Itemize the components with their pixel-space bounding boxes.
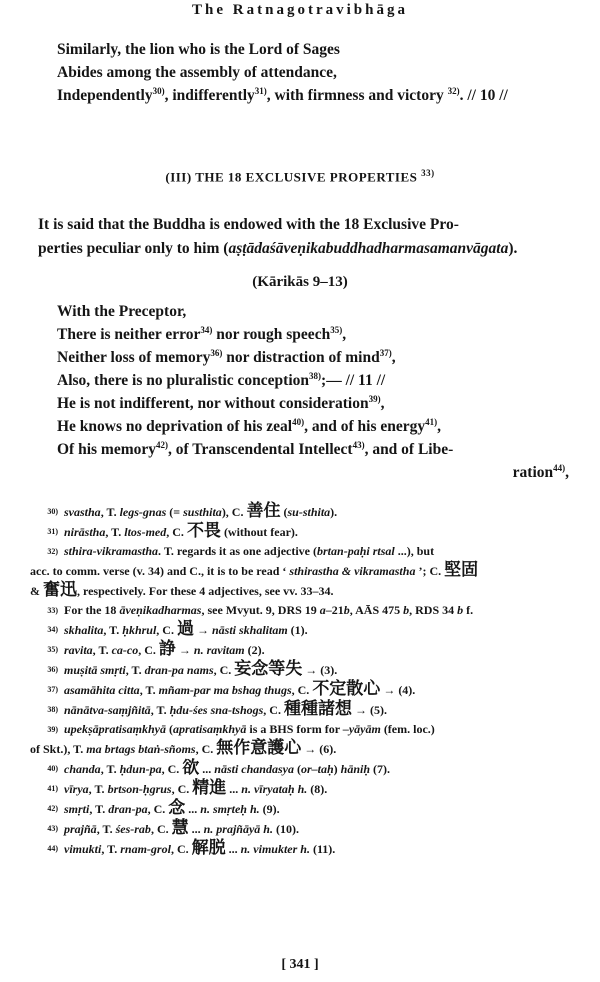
verse-line: With the Preceptor, [57, 303, 187, 320]
page-number: [ 341 ] [281, 957, 319, 972]
footnote-32: 32) sthira-vikramastha. T. regards it as one adjective (brtan-paḥi rtsal ...), but [47, 544, 435, 558]
verse-line: Similarly, the lion who is the Lord of Sages [57, 41, 340, 58]
footnote-35: 35) ravita, T. ca-co, C. 諍 → n. ravitam (2). [47, 639, 265, 659]
footnote-40: 40) chanda, T. ḥdun-pa, C. 欲 ... nāsti chandasya (or–taḥ) hāniḥ (7). [47, 758, 391, 778]
verse-10 [57, 38, 597, 107]
verse-line: He is not indifferent, nor without consideration$^{39)}$, [57, 393, 385, 412]
footnote-33: 33) For the 18 āveṇikadharmas, see Mvyut. 9, DRS 19 a–21b, AĀS 475 b, RDS 34 b f. [47, 603, 474, 617]
footnote-ref: 31) [254, 85, 267, 96]
verse-line: He knows no deprivation of his zeal$^{40)}$, and of his energy$^{41)}$, [57, 416, 441, 435]
verse-line: Also, there is no pluralistic conception$^{38)}$;— // 11 // [57, 370, 386, 389]
running-header: The Ratnagotravibhāga [192, 2, 408, 18]
footnote-32-continued: & 奮迅, respectively. For these 4 adjectives, see vv. 33–34. [30, 580, 334, 600]
verse-line: Abides among the assembly of attendance, [57, 64, 337, 81]
verse-line: Of his memory$^{42)}$, of Transcendental Intellect$^{43)}$, and of Libe- [57, 439, 454, 458]
footnote-41: 41) vīrya, T. brtson-ḥgrus, C. 精進 ... n. vīryataḥ h. (8). [47, 778, 328, 798]
verse-line: Independently$^{30)}$, indifferently$^{31)}$, with firmness and victory $^{32)}$. // 10 // [57, 85, 508, 104]
footnote-42: 42) smṛti, T. dran-pa, C. 念 ... n. smṛteḥ h. (9). [47, 798, 280, 818]
verse-11-13 [57, 300, 597, 484]
footnote-ref: 33) [421, 168, 435, 178]
footnote-ref: 32) [447, 85, 460, 96]
footnote-32-continued: acc. to comm. verse (v. 34) and C., it is to be read ‘ sthirastha & vikramastha ’; C. 堅固 [30, 560, 479, 580]
footnote-ref: 30) [152, 85, 165, 96]
intro-paragraph: It is said that the Buddha is endowed with the 18 Exclusive Pro- perties peculiar only to him (aṣṭādaśāveṇikabuddhadharmasamanvāgata). [38, 216, 518, 257]
verse-line: There is neither error$^{34)}$ nor rough speech$^{35)}$, [57, 324, 347, 343]
footnote-43: 43) prajñā, T. śes-rab, C. 慧 ... n. prajñāyā h. (10). [47, 818, 299, 838]
footnote-44: 44) vimukti, T. rnam-grol, C. 解脱 ... n. vimukter h. (11). [47, 838, 336, 858]
footnote-34: 34) skhalita, T. ḥkhrul, C. 過 → nāsti skhalitam (1). [47, 619, 308, 639]
footnote-37: 37) asamāhita citta, T. mñam-par ma bshag thugs, C. 不定散心 → (4). [47, 679, 416, 699]
karika-label: (Kārikās 9–13) [252, 274, 348, 290]
footnote-31: 31) nirāstha, T. ltos-med, C. 不畏 (without fear). [47, 521, 298, 541]
footnote-38: 38) nānātva-saṃjñitā, T. ḥdu-śes sna-tshogs, C. 種種諸想 → (5). [47, 699, 387, 719]
section-heading: (III) THE 18 EXCLUSIVE PROPERTIES $^{33)}$ [165, 168, 435, 185]
footnote-30: 30) svastha, T. legs-gnas (= susthita), C. 善住 (su-sthita). [47, 501, 338, 521]
verse-line: ration$^{44)}$, [512, 462, 569, 481]
footnote-36: 36) muṣitā smṛti, T. dran-pa nams, C. 妄念等失 → (3). [47, 659, 338, 679]
verse-line: Neither loss of memory$^{36)}$ nor distraction of mind$^{37)}$, [57, 347, 396, 366]
footnote-39-continued: of Skt.), T. ma brtags btaṅ-sñoms, C. 無作意護心 → (6). [30, 738, 337, 758]
footnotes [30, 502, 595, 859]
footnote-39: 39) upekṣāpratisaṃkhyā (apratisaṃkhyā is a BHS form for –yāyām (fem. loc.) [47, 722, 435, 736]
